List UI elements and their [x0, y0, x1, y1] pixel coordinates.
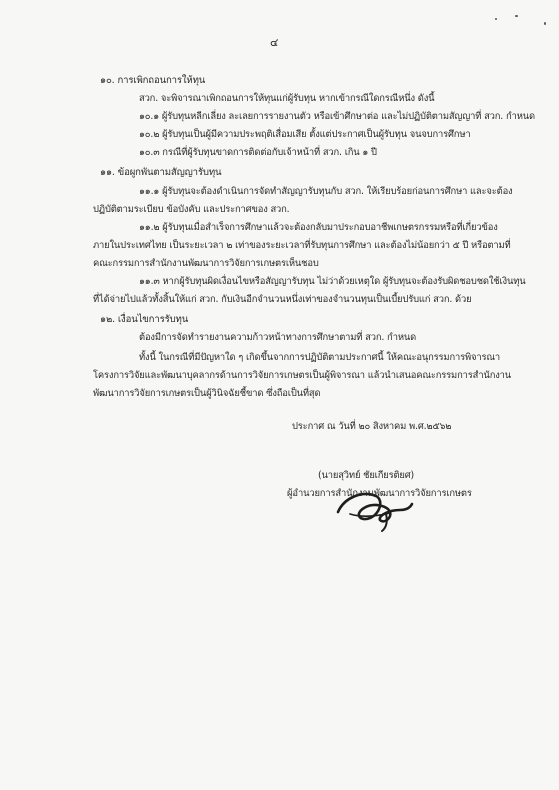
section-10-item-3: ๑๐.๓ กรณีที่ผู้รับทุนขาดการติดต่อกับเจ้าหน้าที่ สวก. เกิน ๑ ปี	[139, 147, 377, 158]
section-11-2-line-1: ๑๑.๒ ผู้รับทุนเมื่อสำเร็จการศึกษาแล้วจะต้องกลับมาประกอบอาชีพเกษตรกรรมหรือที่เกี่ยวข้อง	[139, 222, 498, 233]
scan-speck	[495, 18, 497, 20]
closing-line-1: ทั้งนี้ ในกรณีที่มีปัญหาใด ๆ เกิดขึ้นจากการปฏิบัติตามประกาศนี้ ให้คณะอนุกรรมการพิจารณา	[139, 352, 500, 363]
section-10-item-1: ๑๐.๑ ผู้รับทุนหลีกเลี่ยง ละเลยการรายงานตัว หรือเข้าศึกษาต่อ และไม่ปฏิบัติตามสัญญาที่ สวก. กำหนด	[139, 111, 535, 122]
section-11-2-line-2: ภายในประเทศไทย เป็นระยะเวลา ๒ เท่าของระยะเวลาที่รับทุนการศึกษา และต้องไม่น้อยกว่า ๕ ปี หรือตามที่	[93, 240, 511, 251]
signatory-title: ผู้อำนวยการสำนักงานพัฒนาการวิจัยการเกษตร	[287, 488, 472, 499]
closing-line-3: พัฒนาการวิจัยการเกษตรเป็นผู้วินิจฉัยชี้ขาด ซึ่งถือเป็นที่สุด	[93, 388, 321, 399]
scan-speck	[544, 22, 546, 25]
page-number: ๔	[270, 36, 279, 49]
section-11-heading: ๑๑. ข้อผูกพันตามสัญญารับทุน	[100, 167, 222, 178]
section-11-3-line-1: ๑๑.๓ หากผู้รับทุนผิดเงื่อนไขหรือสัญญารับทุน ไม่ว่าด้วยเหตุใด ผู้รับทุนจะต้องรับผิดชอบชดใช้เงินทุน	[139, 276, 526, 287]
section-12-text: ต้องมีการจัดทำรายงานความก้าวหน้าทางการศึกษาตามที่ สวก. กำหนด	[139, 332, 417, 343]
section-11-1-line-1: ๑๑.๑ ผู้รับทุนจะต้องดำเนินการจัดทำสัญญารับทุนกับ สวก. ให้เรียบร้อยก่อนการศึกษา และจะต้อง	[139, 186, 513, 197]
section-11-3-line-2: ที่ได้จ่ายไปแล้วทั้งสิ้นให้แก่ สวก. กับเงินอีกจำนวนหนึ่งเท่าของจำนวนทุนเป็นเบี้ยปรับแก่ สวก. ด้วย	[93, 294, 472, 305]
section-10-item-2: ๑๐.๒ ผู้รับทุนเป็นผู้มีความประพฤติเสื่อมเสีย ตั้งแต่ประกาศเป็นผู้รับทุน จนจบการศึกษา	[139, 129, 471, 140]
announcement-date: ประกาศ ณ วันที่ ๒๐ สิงหาคม พ.ศ.๒๕๖๒	[292, 421, 452, 432]
section-10-intro: สวก. จะพิจารณาเพิกถอนการให้ทุนแก่ผู้รับทุน หากเข้ากรณีใดกรณีหนึ่ง ดังนี้	[139, 93, 435, 104]
section-11-1-line-2: ปฏิบัติตามระเบียบ ข้อบังคับ และประกาศของ สวก.	[93, 204, 290, 215]
scan-speck	[515, 15, 518, 17]
section-10-heading: ๑๐. การเพิกถอนการให้ทุน	[100, 75, 206, 86]
signatory-name: (นายสุวิทย์ ชัยเกียรติยศ)	[318, 470, 415, 481]
section-12-heading: ๑๒. เงื่อนไขการรับทุน	[100, 314, 189, 325]
section-11-2-line-3: คณะกรรมการสำนักงานพัฒนาการวิจัยการเกษตรเห็นชอบ	[93, 258, 319, 269]
closing-line-2: โครงการวิจัยและพัฒนาบุคลากรด้านการวิจัยการเกษตรเป็นผู้พิจารณา แล้วนำเสนอคณะกรรมการสำนักงาน	[93, 370, 512, 381]
